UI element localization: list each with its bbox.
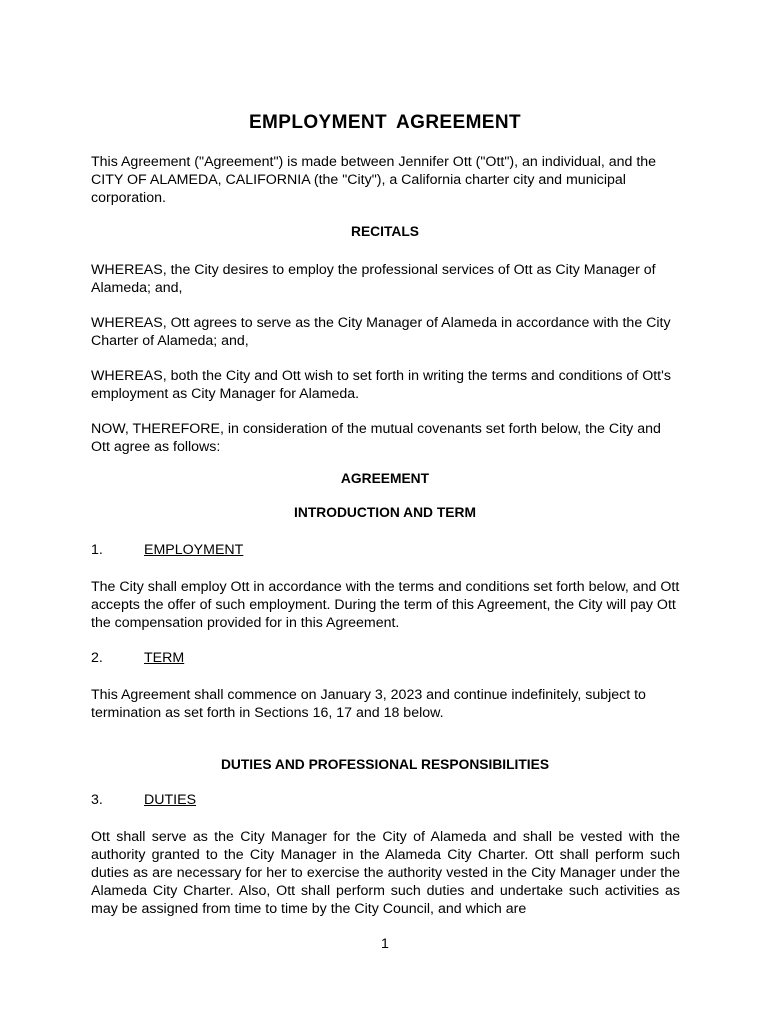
now-therefore-paragraph: NOW, THEREFORE, in consideration of the mutual covenants set forth below, the City and Ott agree as follows: — [91, 421, 661, 455]
section-title: DUTIES — [144, 792, 197, 808]
section-number: 3. — [91, 792, 103, 808]
intro-paragraph: This Agreement ("Agreement") is made between Jennifer Ott ("Ott"), an individual, and the CITY OF ALAMEDA, CALIFORNIA (the "City"), a California charter city and municipal corporation. — [91, 154, 657, 206]
document-title: EMPLOYMENT AGREEMENT — [248, 112, 522, 133]
agreement-heading: AGREEMENT — [340, 471, 430, 486]
section-title: EMPLOYMENT — [144, 542, 244, 558]
introduction-and-term-heading: INTRODUCTION AND TERM — [294, 505, 476, 520]
recital-paragraph-1: WHEREAS, the City desires to employ the professional services of Ott as City Manager of Alameda; and, — [91, 262, 656, 296]
section-heading-duties — [91, 792, 196, 808]
recital-paragraph-3: WHEREAS, both the City and Ott wish to set forth in writing the terms and conditions of Ott's employment as City Manager for Alameda. — [91, 368, 671, 402]
section-heading-term — [91, 650, 184, 666]
employment-paragraph: The City shall employ Ott in accordance with the terms and conditions set forth below, and Ott accepts the offer of such employment. During the term of this Agreement, the City will pay Ott the compensation provided for in this Agreement. — [91, 579, 680, 631]
duties-responsibilities-heading: DUTIES AND PROFESSIONAL RESPONSIBILITIES — [220, 757, 550, 772]
recital-paragraph-2: WHEREAS, Ott agrees to serve as the City Manager of Alameda in accordance with the City Charter of Alameda; and, — [91, 315, 671, 349]
section-title: TERM — [144, 650, 185, 666]
page-number: 1 — [381, 936, 389, 952]
recitals-heading: RECITALS — [351, 224, 419, 239]
term-paragraph: This Agreement shall commence on January 3, 2023 and continue indefinitely, subject to termination as set forth in Sections 16, 17 and 18 below. — [91, 687, 646, 721]
section-heading-employment — [91, 542, 243, 558]
section-number: 2. — [91, 650, 103, 666]
section-number: 1. — [91, 542, 103, 558]
duties-paragraph: Ott shall serve as the City Manager for the City of Alameda and shall be vested with the authority granted to the City Manager in the Alameda City Charter. Ott shall perform such duties as are necessary for her to exercise the authority vested in the City Manager under the Alameda City Charter. Also, Ott shall perform such duties and undertake such activities as may be assigned from time to time by the City Council, and which are — [91, 829, 680, 917]
